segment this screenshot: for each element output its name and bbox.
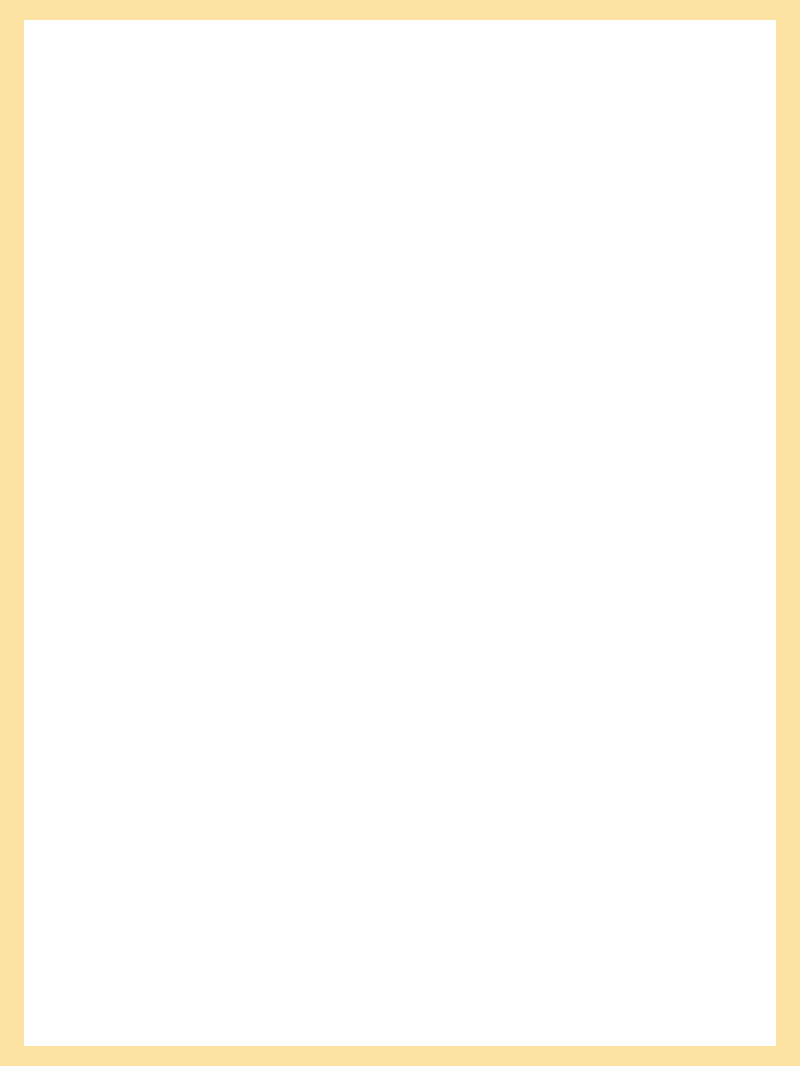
worksheet-page — [24, 20, 776, 1046]
